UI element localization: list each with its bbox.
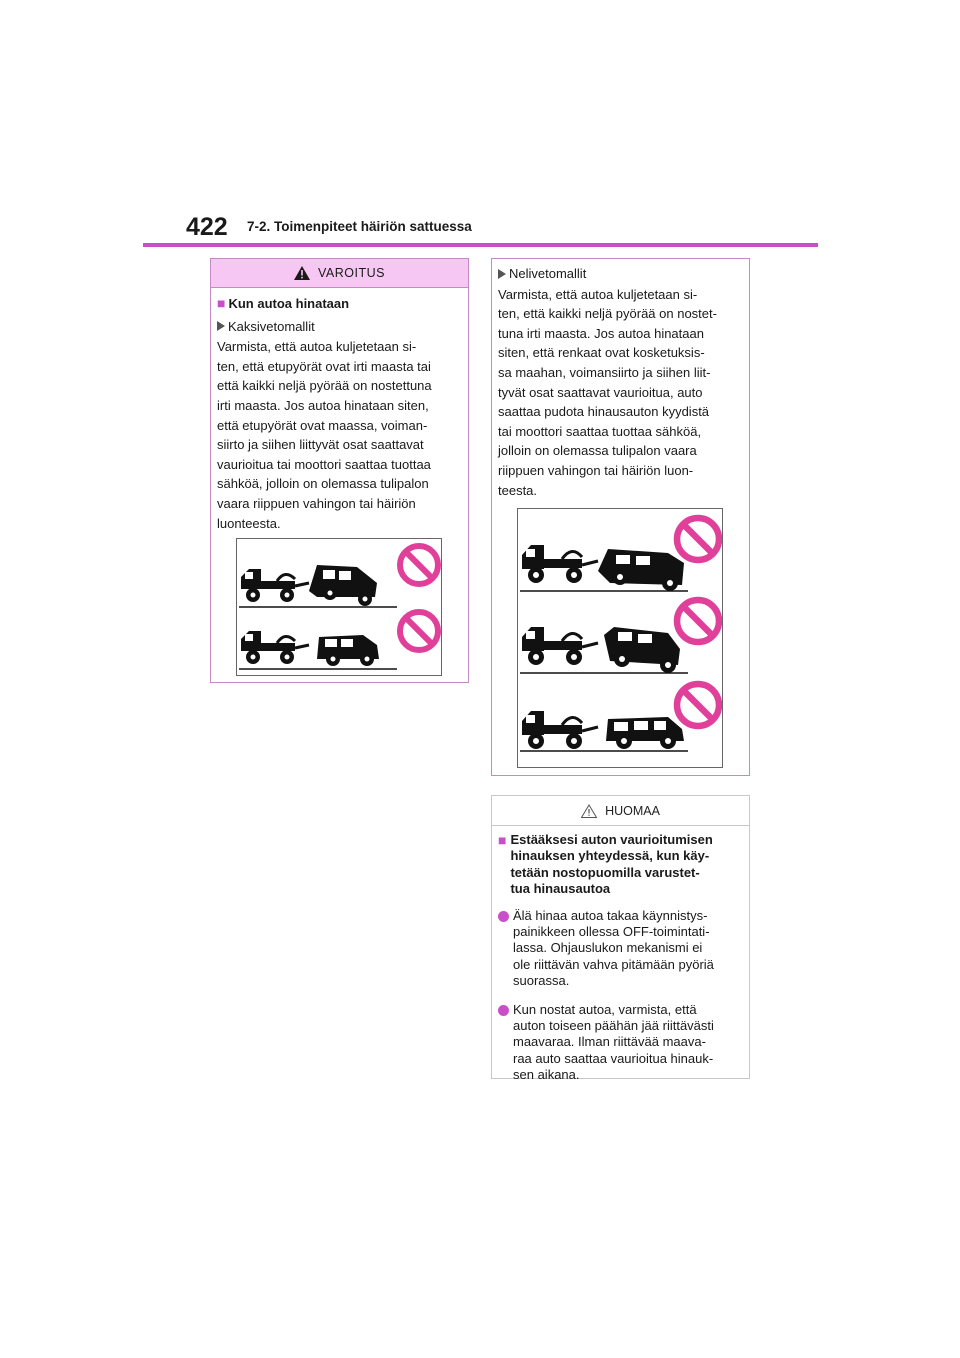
text-line: ole riittävän vahva pitämään pyöriä <box>513 956 714 972</box>
warning-title: VAROITUS <box>318 266 385 280</box>
text-line: tetään nostopuomilla varustet- <box>510 864 700 880</box>
text-line: riippuen vahingon tai häiriön luon- <box>498 462 694 478</box>
square-bullet-icon: ■ <box>217 295 226 311</box>
text-line: teesta. <box>498 482 538 498</box>
text-line: sähköä, jolloin on olemassa tulipalon <box>217 476 429 492</box>
triangle-bullet-icon <box>217 321 225 331</box>
text-line: Varmista, että autoa kuljetetaan si- <box>498 286 698 302</box>
warning-item-label: Kaksivetomallit <box>228 318 315 334</box>
page-number: 422 <box>186 213 228 241</box>
warning-header <box>211 259 468 288</box>
text-line: tuna irti maasta. Jos autoa hinataan <box>498 325 704 341</box>
text-line: maavaraa. Ilman riittävää maava- <box>513 1034 706 1050</box>
text-line: tua hinausautoa <box>510 881 611 897</box>
text-line: painikkeen ollessa OFF-toimintati- <box>513 924 710 940</box>
text-line: siten, että renkaat ovat kosketuksis- <box>498 345 705 361</box>
text-line: hinauksen yhteydessä, kun käy- <box>510 848 710 864</box>
notice-title: HUOMAA <box>605 803 660 818</box>
notice-subheading <box>498 832 743 898</box>
notice-triangle-icon <box>581 804 597 818</box>
text-line: luonteesta. <box>217 515 281 531</box>
text-line: raa auto saattaa vaurioitua hinauk- <box>513 1050 714 1066</box>
warning-triangle-icon <box>294 266 310 280</box>
circle-bullet-icon <box>498 911 509 922</box>
notice-bullet <box>498 908 743 990</box>
warning-subheading-text: Kun autoa hinataan <box>228 296 350 311</box>
warning-item <box>498 264 745 284</box>
text-line: siirto ja siihen liittyvät osat saattavat <box>217 437 424 453</box>
warning-paragraph <box>498 285 745 501</box>
square-bullet-icon: ■ <box>498 832 507 848</box>
notice-box <box>491 795 750 1083</box>
warning-item-label: Nelivetomallit <box>509 266 587 281</box>
warning-paragraph <box>217 337 464 533</box>
text-line: Estääksesi auton vaurioitumisen <box>510 832 713 847</box>
text-line: että kaikki neljä pyörää on nostettuna <box>217 378 432 394</box>
text-line: lassa. Ohjauslukon mekanismi ei <box>513 940 703 956</box>
section-title: 7-2. Toimenpiteet häiriön sattuessa <box>247 219 472 234</box>
warning-item <box>217 317 464 337</box>
text-line: vaara riippuen vahingon tai häiriön <box>217 495 416 511</box>
text-line: jolloin on olemassa tulipalon vaara <box>498 443 697 459</box>
text-line: irti maasta. Jos autoa hinataan siten, <box>217 397 429 413</box>
four-wheel-drive-towing-illustration <box>517 508 723 768</box>
notice-bullet <box>498 1002 743 1084</box>
text-line: ten, että etupyörät ovat irti maasta tai <box>217 358 431 374</box>
notice-header <box>492 796 749 826</box>
text-line: suorassa. <box>513 973 570 989</box>
warning-subheading <box>217 294 464 314</box>
text-line: Kun nostat autoa, varmista, että <box>513 1001 697 1017</box>
text-line: vaurioitua tai moottori saattaa tuottaa <box>217 456 431 472</box>
text-line: sen aikana. <box>513 1067 580 1083</box>
text-line: sa maahan, voimansiirto ja siihen liit- <box>498 364 711 380</box>
text-line: Älä hinaa autoa takaa käynnistys- <box>513 907 708 923</box>
two-wheel-drive-towing-illustration <box>236 538 442 676</box>
header-rule <box>143 243 818 247</box>
circle-bullet-icon <box>498 1005 509 1016</box>
text-line: että etupyörät ovat maassa, voiman- <box>217 417 428 433</box>
text-line: Varmista, että autoa kuljetetaan si- <box>217 339 417 355</box>
text-line: saattaa pudota hinausauton kyydistä <box>498 404 710 420</box>
triangle-bullet-icon <box>498 269 506 279</box>
text-line: auton toiseen päähän jää riittävästi <box>513 1018 714 1034</box>
text-line: tai moottori saattaa tuottaa sähköä, <box>498 423 702 439</box>
text-line: ten, että kaikki neljä pyörää on nostet- <box>498 306 717 322</box>
text-line: tyvät osat saattavat vaurioitua, auto <box>498 384 703 400</box>
